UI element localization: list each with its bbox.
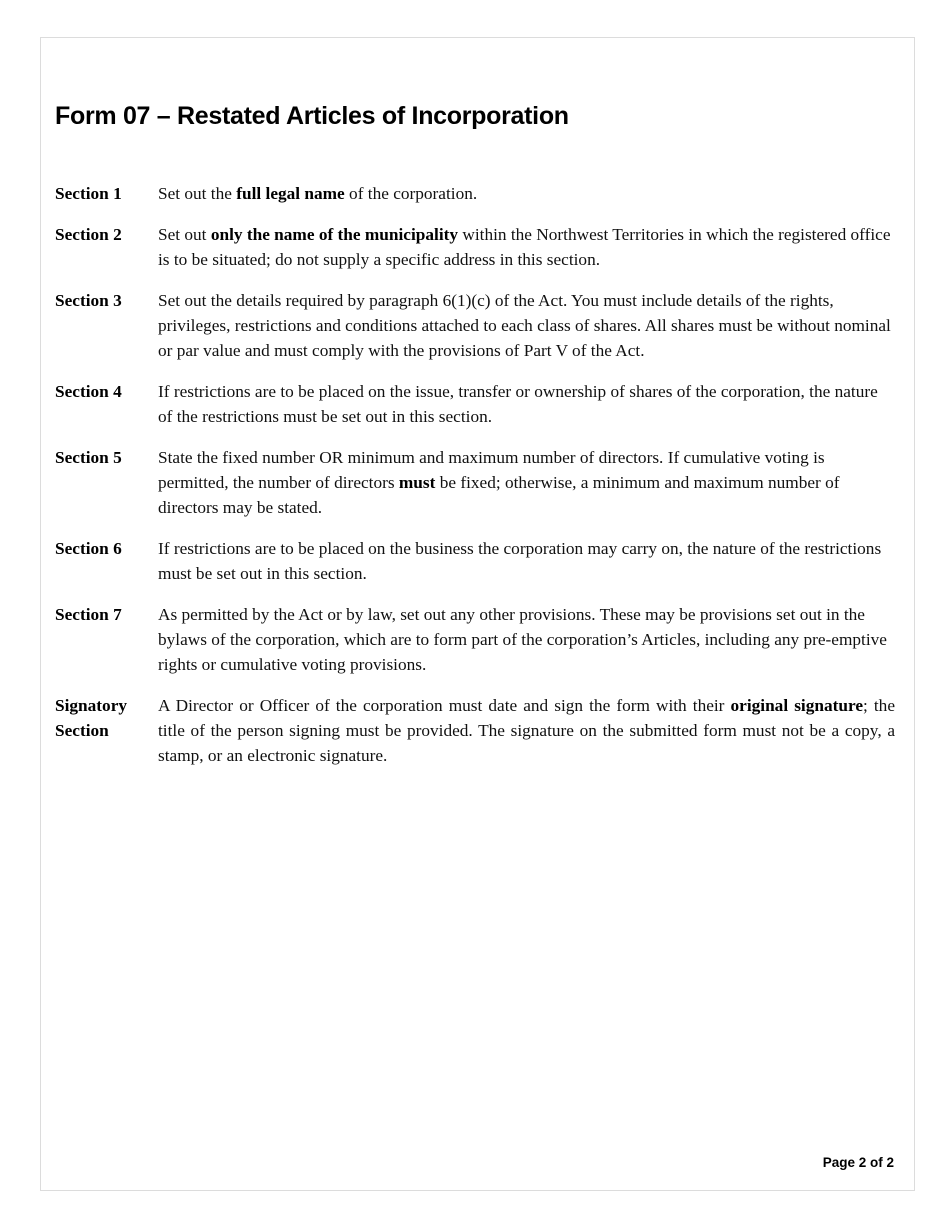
- section-label: Section 3: [55, 291, 122, 310]
- instructions-list: [55, 181, 895, 784]
- section-text: Set out the full legal name of the corporation.: [158, 184, 478, 203]
- signatory-section-row: [55, 693, 895, 768]
- section-label: Signatory Section: [55, 696, 128, 740]
- section-text: A Director or Officer of the corporation must date and sign the form with their original signature; the title of the person signing must be provided. The signature on the submitted form must not be a copy, a stamp, or an electronic signature.: [158, 696, 895, 765]
- section-text: Set out the details required by paragraph 6(1)(c) of the Act. You must include details of the rights, privileges, restrictions and conditions attached to each class of shares. All shares must be without nominal or par value and must comply with the provisions of Part V of the Act.: [158, 291, 891, 360]
- section-text: State the fixed number OR minimum and maximum number of directors. If cumulative voting is permitted, the number of directors must be fixed; otherwise, a minimum and maximum number of directors may be stated.: [158, 448, 840, 517]
- section-5-row: [55, 445, 895, 520]
- section-4-row: [55, 379, 895, 429]
- section-text: If restrictions are to be placed on the issue, transfer or ownership of shares of the corporation, the nature of the restrictions must be set out in this section.: [158, 382, 878, 426]
- section-text: If restrictions are to be placed on the business the corporation may carry on, the nature of the restrictions must be set out in this section.: [158, 539, 882, 583]
- section-1-row: [55, 181, 895, 206]
- section-7-row: [55, 602, 895, 677]
- section-label: Section 5: [55, 448, 122, 467]
- section-label: Section 4: [55, 382, 122, 401]
- section-text: Set out only the name of the municipality within the Northwest Territories in which the registered office is to be situated; do not supply a specific address in this section.: [158, 225, 891, 269]
- section-label: Section 2: [55, 225, 122, 244]
- section-6-row: [55, 536, 895, 586]
- section-3-row: [55, 288, 895, 363]
- section-label: Section 1: [55, 184, 122, 203]
- section-2-row: [55, 222, 895, 272]
- page-title: Form 07 – Restated Articles of Incorporation: [55, 102, 569, 130]
- section-text: As permitted by the Act or by law, set out any other provisions. These may be provisions set out in the bylaws of the corporation, which are to form part of the corporation’s Articles, including any pre-emptive rights or cumulative voting provisions.: [158, 605, 887, 674]
- page-number: Page 2 of 2: [822, 1155, 894, 1170]
- section-label: Section 7: [55, 605, 122, 624]
- section-label: Section 6: [55, 539, 122, 558]
